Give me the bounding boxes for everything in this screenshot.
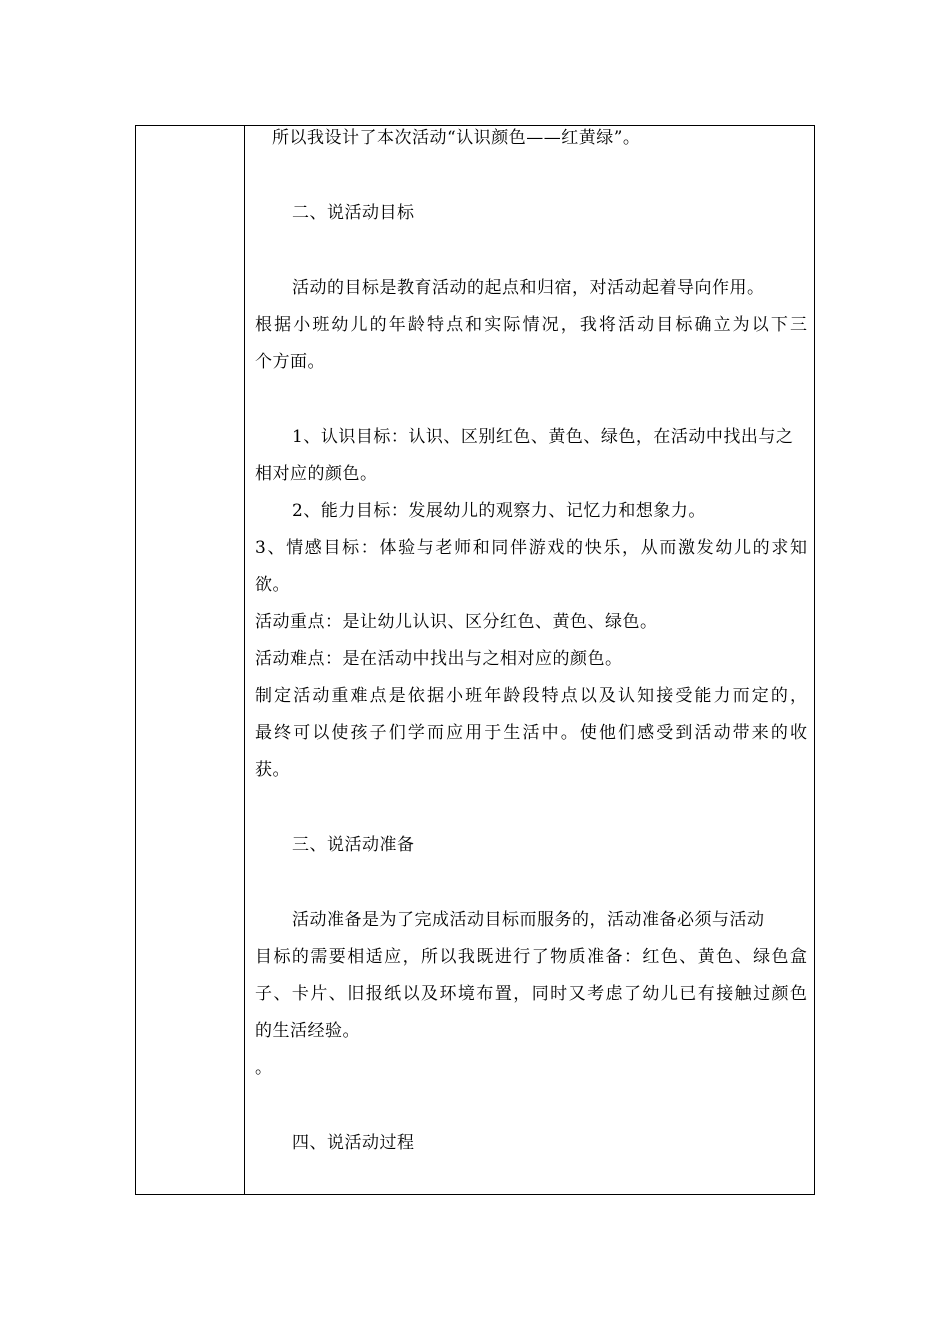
section-heading-process: 四、说活动过程 [292, 1133, 415, 1153]
paragraph-line: 获。 [255, 760, 290, 780]
paragraph-line: 。 [255, 1058, 273, 1078]
difficult-point-line: 活动难点：是在活动中找出与之相对应的颜色。 [255, 649, 623, 669]
paragraph-line: 子、卡片、旧报纸以及环境布置，同时又考虑了幼儿已有接触过颜色 [255, 984, 807, 1004]
section-heading-preparation: 三、说活动准备 [292, 835, 415, 855]
section-heading-goals: 二、说活动目标 [292, 203, 415, 223]
goal-cognitive-line: 1、认识目标：认识、区别红色、黄色、绿色，在活动中找出与之 [292, 427, 794, 447]
column-divider [244, 126, 245, 1194]
paragraph-line: 活动准备是为了完成活动目标而服务的，活动准备必须与活动 [292, 910, 765, 930]
goal-ability-line: 2、能力目标：发展幼儿的观察力、记忆力和想象力。 [292, 501, 706, 521]
paragraph-line: 活动的目标是教育活动的起点和归宿，对活动起着导向作用。 [292, 278, 765, 298]
goal-cognitive-line: 相对应的颜色。 [255, 464, 378, 484]
goal-emotion-line: 3、情感目标：体验与老师和同伴游戏的快乐，从而激发幼儿的求知 [255, 538, 807, 558]
paragraph-line: 最终可以使孩子们学而应用于生活中。使他们感受到活动带来的收 [255, 723, 807, 743]
paragraph-line: 制定活动重难点是依据小班年龄段特点以及认知接受能力而定的， [255, 686, 807, 706]
key-point-line: 活动重点：是让幼儿认识、区分红色、黄色、绿色。 [255, 612, 658, 632]
paragraph-line: 个方面。 [255, 352, 325, 372]
paragraph-line: 的生活经验。 [255, 1021, 360, 1041]
intro-closing-line: 所以我设计了本次活动“认识颜色——红黄绿”。 [272, 128, 641, 148]
paragraph-line: 根据小班幼儿的年龄特点和实际情况，我将活动目标确立为以下三 [255, 315, 807, 335]
paragraph-line: 目标的需要相适应，所以我既进行了物质准备：红色、黄色、绿色盒 [255, 947, 807, 967]
goal-emotion-line: 欲。 [255, 575, 290, 595]
